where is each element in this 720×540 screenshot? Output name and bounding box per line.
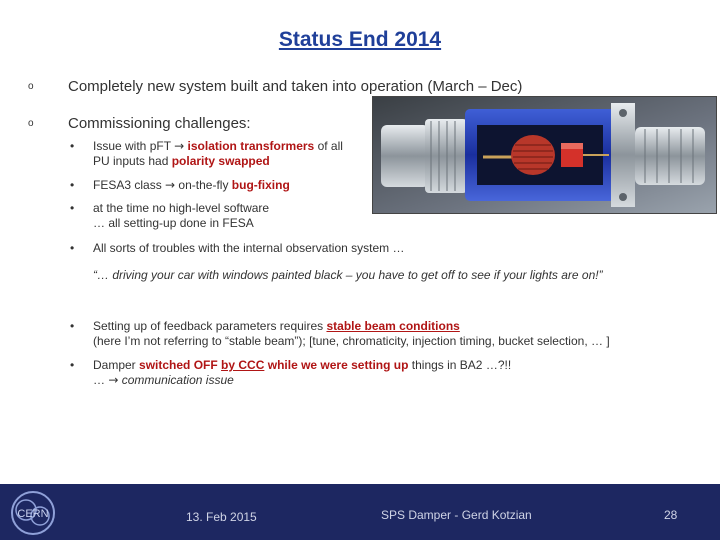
highlight-text: stable beam conditions — [326, 319, 460, 333]
text-run: on-the-fly — [175, 178, 232, 192]
arrow-right-icon: → — [108, 373, 119, 387]
text-run: Damper — [93, 358, 140, 372]
sub-bullet-text — [93, 139, 343, 169]
sub-bullet-text — [93, 319, 610, 349]
text-run: of all — [314, 139, 343, 153]
text-run: Setting up of feedback parameters requires — [93, 319, 327, 333]
bullet-marker: o — [28, 118, 34, 129]
text-run: … — [93, 373, 109, 387]
bullet-text: Completely new system built and taken into operation (March – Dec) — [68, 78, 523, 95]
footer-date: 13. Feb 2015 — [186, 510, 257, 524]
sub-bullet-text — [93, 178, 290, 193]
highlight-text: polarity swapped — [171, 154, 270, 168]
text-run: at the time no high-level software — [93, 201, 270, 215]
sub-bullet-text: All sorts of troubles with the internal observation system … — [93, 241, 405, 255]
sub-bullet-marker: • — [70, 201, 75, 215]
highlight-text: switched OFF — [139, 358, 218, 372]
sub-bullet-text — [93, 358, 511, 388]
slide-title: Status End 2014 — [278, 28, 442, 51]
bullet-text: Commissioning challenges: — [68, 115, 251, 132]
text-run: Issue with pFT — [93, 139, 175, 153]
text-run: PU inputs had — [93, 154, 172, 168]
arrow-right-icon: → — [174, 139, 185, 153]
text-run: communication issue — [118, 373, 234, 387]
isolation-transformer-photo — [372, 96, 717, 214]
sub-bullet-marker: • — [70, 358, 75, 372]
text-run: FESA3 class — [93, 178, 166, 192]
cern-logo-icon — [6, 488, 60, 538]
highlight-text: bug-fixing — [231, 178, 290, 192]
sub-bullet-marker: • — [70, 241, 75, 255]
sub-bullet-text — [93, 201, 269, 231]
sub-bullet-marker: • — [70, 319, 75, 333]
svg-text:CERN: CERN — [17, 508, 49, 520]
highlight-text: while we were setting up — [267, 358, 409, 372]
bullet-marker: o — [28, 81, 34, 92]
highlight-text: by CCC — [221, 358, 265, 372]
arrow-right-icon: → — [165, 178, 176, 192]
text-run: … all setting-up done in FESA — [93, 216, 254, 230]
sub-bullet-marker: • — [70, 139, 75, 153]
quote-text: “… driving your car with windows painted black – you have to get off to see if your lights are on!” — [93, 268, 603, 282]
highlight-text: isolation transformers — [184, 139, 315, 153]
footer-bar — [0, 484, 720, 540]
text-run: (here I’m not referring to “stable beam”); [tune, chromaticity, injection timing, bucket selection, … ] — [93, 334, 610, 348]
sub-bullet-marker: • — [70, 178, 75, 192]
text-run: things in BA2 …?!! — [408, 358, 512, 372]
footer-presenter: SPS Damper - Gerd Kotzian — [381, 508, 532, 522]
page-number: 28 — [664, 508, 678, 522]
